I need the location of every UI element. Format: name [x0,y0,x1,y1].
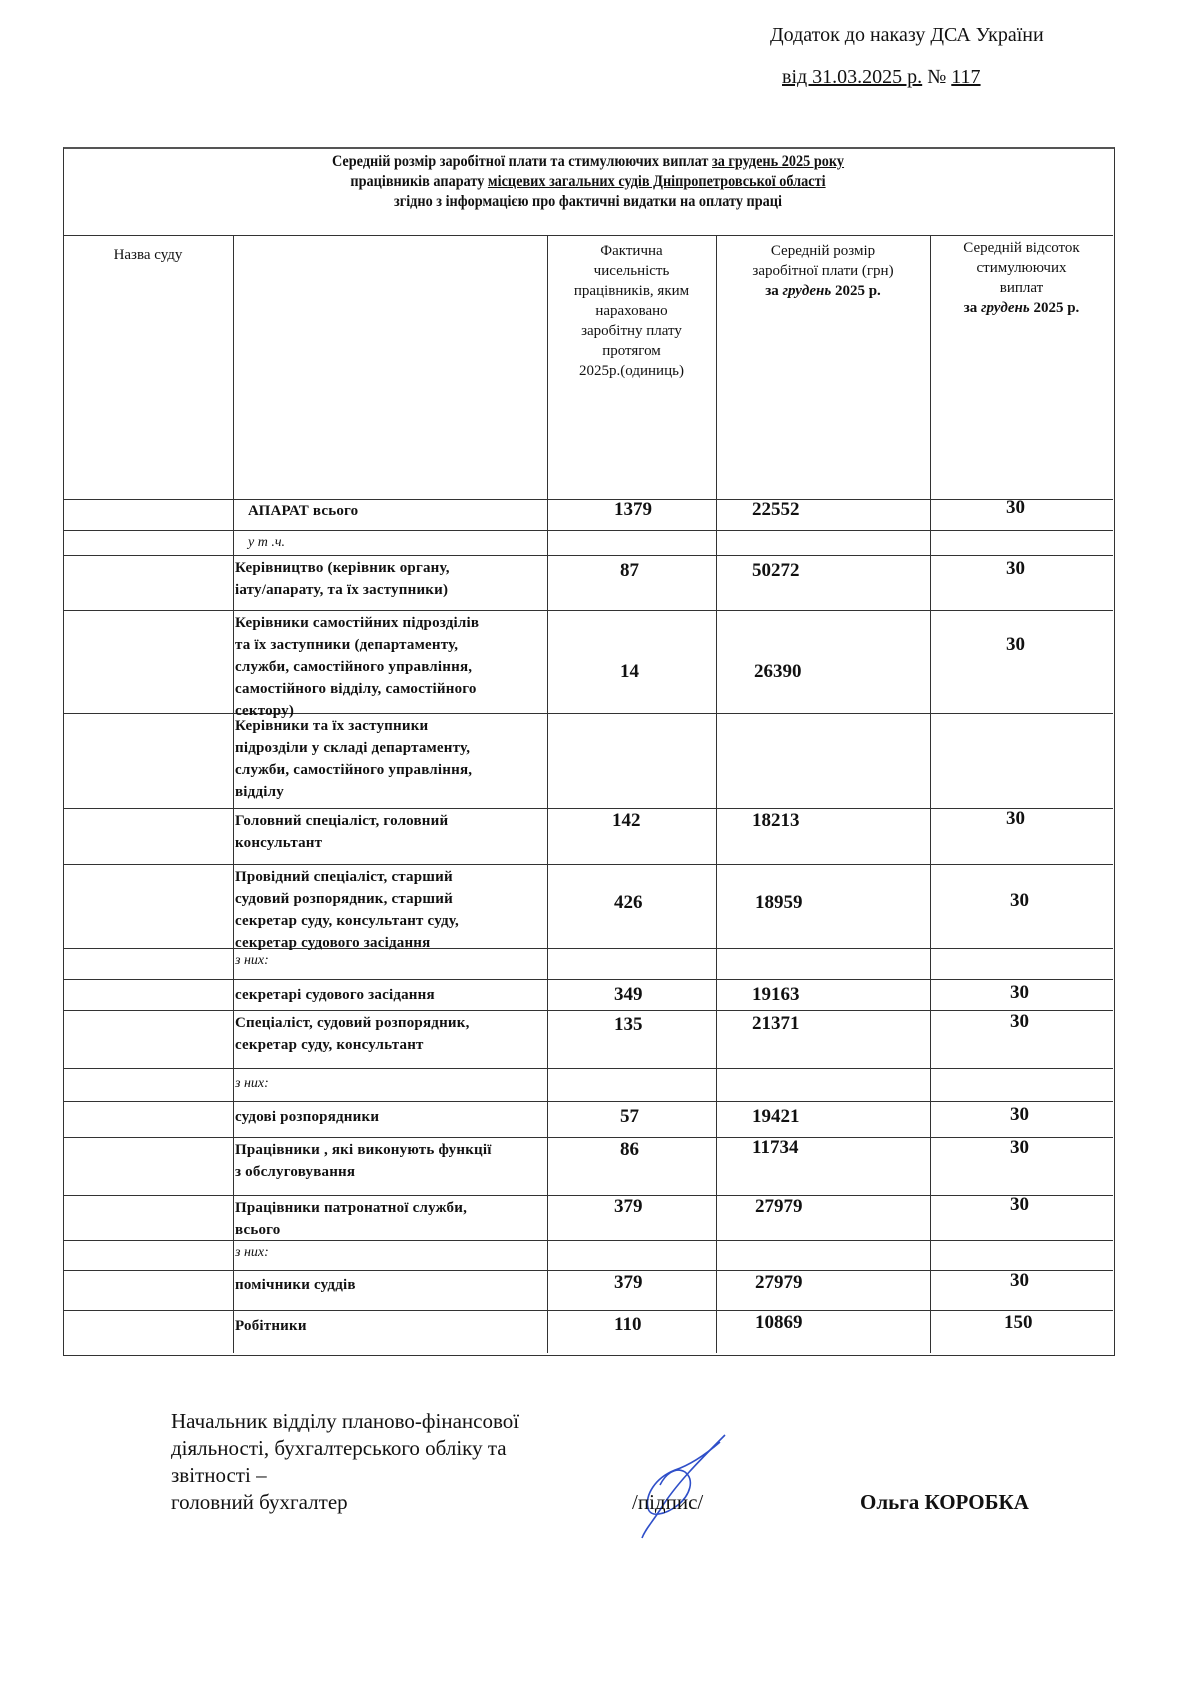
divider [63,948,1113,949]
col-header-avg-salary [716,241,930,301]
row-salary: 26390 [754,661,802,682]
annex-order-ref [782,64,981,90]
row-label: секретарі судового засідання [235,987,435,1003]
row-bonus: 30 [1010,890,1029,911]
divider [63,1240,1113,1241]
hdr-line: 2025 р. [831,283,881,299]
row-salary: 50272 [752,560,800,581]
annex-number: 117 [951,66,981,88]
row-bonus: 30 [1006,497,1025,518]
row-label [235,810,448,854]
row-label [235,612,479,722]
row-count: 87 [620,560,639,581]
hdr-line: нараховано [595,303,668,319]
divider [63,499,1113,500]
hdr-line: Середній розмір [770,243,876,259]
divider [233,235,234,1353]
row-bonus: 30 [1010,982,1029,1003]
row-label: АПАРАТ всього [248,503,359,519]
row-label [235,866,459,954]
row-subheading: з них: [235,1245,269,1260]
divider [63,808,1113,809]
row-bonus: 30 [1010,1194,1029,1215]
title-line3: згідно з інформацією про фактичні видатки на оплату праці [394,193,782,210]
col-header-avg-bonus [930,238,1113,318]
row-count: 349 [614,984,643,1005]
label-line: Провідний спеціаліст, старший [235,869,453,885]
row-salary: 11734 [752,1137,799,1158]
divider [63,1010,1113,1011]
title-region: місцевих загальних судів Дніпропетровської області [487,173,826,190]
row-subheading: з них: [235,1076,269,1091]
label-line: Спеціаліст, судовий розпорядник, [235,1015,470,1031]
row-bonus: 30 [1010,1270,1029,1291]
col-header-headcount [547,241,716,381]
row-salary: 27979 [755,1196,803,1217]
row-count: 57 [620,1106,639,1127]
label-line: з обслуговування [235,1164,356,1180]
row-label [235,557,450,601]
row-count: 1379 [614,499,652,520]
row-salary: 18213 [752,810,800,831]
divider [63,1068,1113,1069]
row-count: 426 [614,892,643,913]
hdr-month: грудень [782,283,832,299]
row-count: 379 [614,1196,643,1217]
row-count: 110 [614,1314,642,1335]
position-line: головний бухгалтер [171,1490,348,1514]
divider [63,713,1113,714]
row-count: 142 [612,810,641,831]
annex-title: Додаток до наказу ДСА України [770,24,1044,46]
label-line: служби, самостійного управління, [235,762,473,778]
annex-no-sign: № [922,66,952,88]
row-label [235,1012,470,1056]
divider [930,235,931,1353]
row-label [235,1197,467,1241]
row-count: 135 [614,1014,643,1035]
row-bonus: 30 [1010,1104,1029,1125]
hdr-line: Середній відсоток [963,240,1080,256]
hdr-line: заробітну плату [581,323,682,339]
table-title [105,152,1071,212]
hdr-line: працівників, яким [573,283,690,299]
position-line: звітності – [171,1463,267,1487]
signatory-name: Ольга КОРОБКА [860,1490,1029,1514]
divider [63,864,1113,865]
handwritten-signature-icon [620,1430,740,1540]
row-subheading: у т .ч. [248,535,286,550]
label-line: судовий розпорядник, старший [235,891,453,907]
row-label: судові розпорядники [235,1109,380,1125]
hdr-line: виплат [999,280,1044,296]
label-line: підрозділи у складі департаменту, [235,740,471,756]
label-line: Керівники та їх заступники [235,718,429,734]
label-line: сектору) [235,703,295,719]
signature-placeholder: /підпис/ [632,1490,704,1514]
row-label [235,1139,492,1183]
row-salary: 22552 [752,499,800,520]
position-line: Начальник відділу планово-фінансової [171,1409,520,1433]
label-line: та їх заступники (департаменту, [235,637,459,653]
label-line: Працівники патронатної служби, [235,1200,468,1216]
signatory-position [171,1408,519,1516]
label-line: Працівники , які виконують функції [235,1142,492,1158]
divider [716,235,717,1353]
divider [63,235,1113,236]
divider [63,979,1113,980]
hdr-line: 2025 р. [1029,300,1080,316]
hdr-line: 2025р.(одиниць) [579,363,684,379]
hdr-line: заробітної плати (грн) [752,263,894,279]
title-period: за грудень 2025 року [711,153,845,170]
row-bonus: 30 [1010,1011,1029,1032]
row-salary: 18959 [755,892,803,913]
row-salary: 19163 [752,984,800,1005]
label-line: Керівництво (керівник органу, [235,560,450,576]
row-label [235,715,472,803]
divider [547,235,548,1353]
hdr-line: протягом [602,343,661,359]
hdr-line: чисельність [593,263,670,279]
position-line: діяльності, бухгалтерського обліку та [171,1436,507,1460]
row-label: Робітники [235,1318,307,1334]
label-line: самостійного відділу, самостійного [235,681,477,697]
row-bonus: 30 [1006,634,1025,655]
row-salary: 10869 [755,1312,803,1333]
label-line: служби, самостійного управління, [235,659,473,675]
row-count: 14 [620,661,639,682]
label-line: секретар суду, консультант [235,1037,424,1053]
title-line2: працівників апарату [350,173,488,190]
row-salary: 21371 [752,1013,800,1034]
divider [63,1310,1113,1311]
label-line: консультант [235,835,323,851]
title-line1: Середній розмір заробітної плати та стимулюючих виплат [331,153,712,170]
col-header-court-name: Назва суду [113,247,183,263]
label-line: відділу [235,784,284,800]
divider [63,555,1113,556]
row-count: 86 [620,1139,639,1160]
divider [63,530,1113,531]
row-salary: 27979 [755,1272,803,1293]
divider [63,610,1113,611]
row-bonus: 150 [1004,1312,1033,1333]
hdr-month: грудень [980,300,1030,316]
hdr-line: за [963,300,981,316]
row-bonus: 30 [1010,1137,1029,1158]
label-line: секретар судового засідання [235,935,431,951]
row-bonus: 30 [1006,558,1025,579]
label-line: Керівники самостійних підрозділів [235,615,480,631]
row-salary: 19421 [752,1106,800,1127]
hdr-line: Фактична [600,243,663,259]
row-subheading: з них: [235,953,269,968]
label-line: секретар суду, консультант суду, [235,913,459,929]
divider [63,1270,1113,1271]
hdr-line: стимулюючих [976,260,1067,276]
row-count: 379 [614,1272,643,1293]
row-label: помічники суддів [235,1277,356,1293]
label-line: іату/апарату, та їх заступники) [235,582,449,598]
annex-date: від 31.03.2025 р. [782,66,923,88]
hdr-line: за [765,283,783,299]
divider [63,1137,1113,1138]
label-line: Головний спеціаліст, головний [235,813,449,829]
row-bonus: 30 [1006,808,1025,829]
label-line: всього [235,1222,281,1238]
divider [63,1195,1113,1196]
divider [63,1101,1113,1102]
